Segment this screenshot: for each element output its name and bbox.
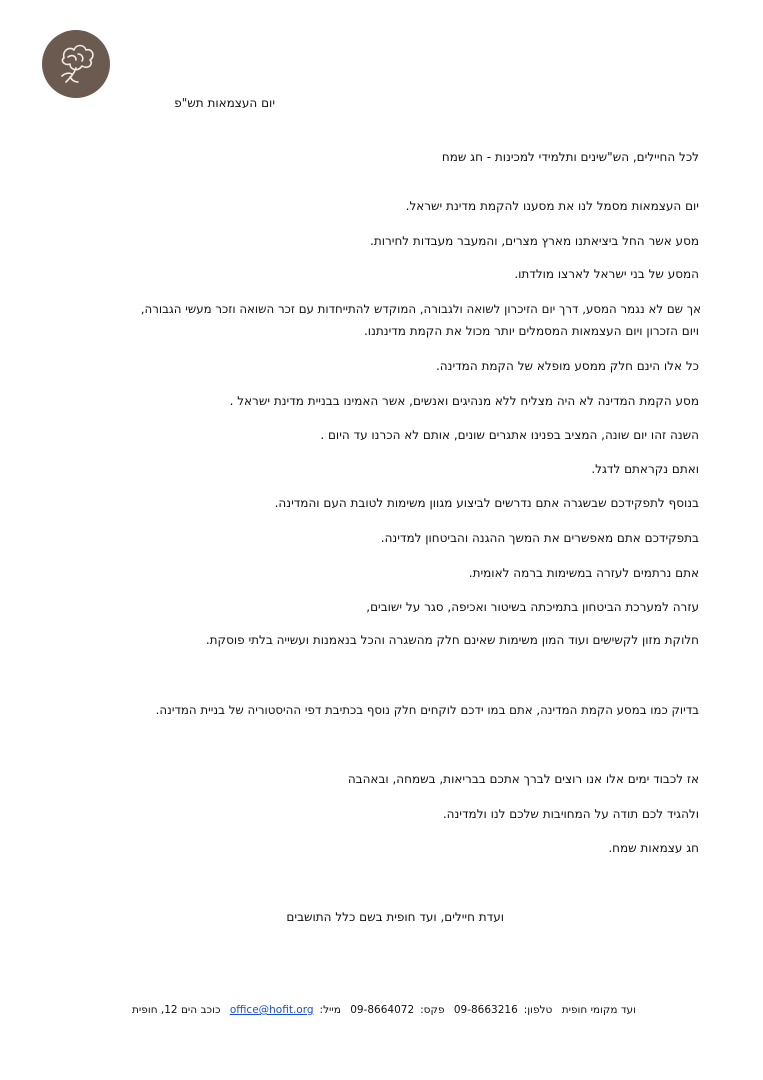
footer-org: ועד מקומי חופית	[561, 1004, 636, 1016]
paragraph: יום העצמאות מסמל לנו את מסענו להקמת מדינת ישראל.	[405, 199, 699, 213]
paragraph: ולהגיד לכם תודה על המחויבות שלכם לנו ולמדינה.	[442, 807, 699, 821]
paragraph: מסע אשר החל ביציאתנו מארץ מצרים, והמעבר מעבדות לחירות.	[370, 234, 699, 248]
footer-email-label: מייל:	[319, 1004, 341, 1016]
footer-phone: 09-8663216	[453, 1004, 518, 1016]
paragraph: אך שם לא נגמר המסע, דרך יום הזיכרון לשואה ולגבורה, המוקדש להתייחדות עם זכר השואה וזכר מעשי הגבורה,	[140, 302, 701, 316]
date-line: יום העצמאות תש"פ	[174, 96, 275, 110]
paragraph: בנוסף לתפקידכם שבשגרה אתם נדרשים לביצוע מגוון משימות לטובת העם והמדינה.	[274, 496, 699, 510]
paragraph: המסע של בני ישראל לארצו מולדתו.	[514, 267, 699, 281]
paragraph: השנה זהו יום שונה, המציב בפנינו אתגרים שונים, אותם לא הכרנו עד היום .	[320, 428, 699, 442]
carnation-flower-icon	[42, 30, 110, 98]
addressee-line: לכל החיילים, הש"שינים ותלמידי למכינות - חג שמח	[441, 150, 699, 164]
footer-fax-label: פקס:	[420, 1004, 445, 1016]
paragraph: חג עצמאות שמח.	[608, 841, 699, 855]
footer-fax: 09-8664072	[350, 1004, 415, 1016]
footer-contact	[126, 1003, 636, 1017]
footer-email-link[interactable]: office@hofit.org	[229, 1004, 314, 1016]
paragraph: בדיוק כמו במסע הקמת המדינה, אתם במו ידכם לוקחים חלק נוסף בכתיבת דפי ההיסטוריה של בניית המדינה.	[155, 703, 699, 717]
logo-carnation-icon	[42, 30, 110, 98]
paragraph: אז לכבוד ימים אלו אנו רוצים לברך אתכם בבריאות, בשמחה, ובאהבה	[347, 772, 699, 786]
footer-phone-label: טלפון:	[523, 1004, 553, 1016]
paragraph: כל אלו הינם חלק ממסע מופלא של הקמת המדינה.	[435, 359, 699, 373]
paragraph: חלוקת מזון לקשישים ועוד המון משימות שאינם חלק מהשגרה והכל בנאמנות ועשייה בלתי פוסקת.	[205, 633, 699, 647]
paragraph: בתפקידכם אתם מאפשרים את המשך ההגנה והביטחון למדינה.	[380, 531, 699, 545]
paragraph: אתם נרתמים לעזרה במשימות ברמה לאומית.	[468, 566, 699, 580]
footer-address: כוכב הים 12, חופית	[132, 1004, 221, 1016]
paragraph: ואתם נקראתם לדגל.	[591, 462, 699, 476]
paragraph: מסע הקמת המדינה לא היה מצליח ללא מנהיגים ואנשים, אשר האמינו בבניית מדינת ישראל .	[229, 394, 699, 408]
signature: ועדת חיילים, ועד חופית בשם כלל התושבים	[286, 910, 504, 924]
paragraph: ויום הזכרון ויום העצמאות המסמלים יותר מכול את הקמת מדינתנו.	[363, 324, 699, 338]
paragraph: עזרה למערכת הביטחון בתמיכתה בשיטור ואכיפה, סגר על ישובים,	[366, 600, 699, 614]
